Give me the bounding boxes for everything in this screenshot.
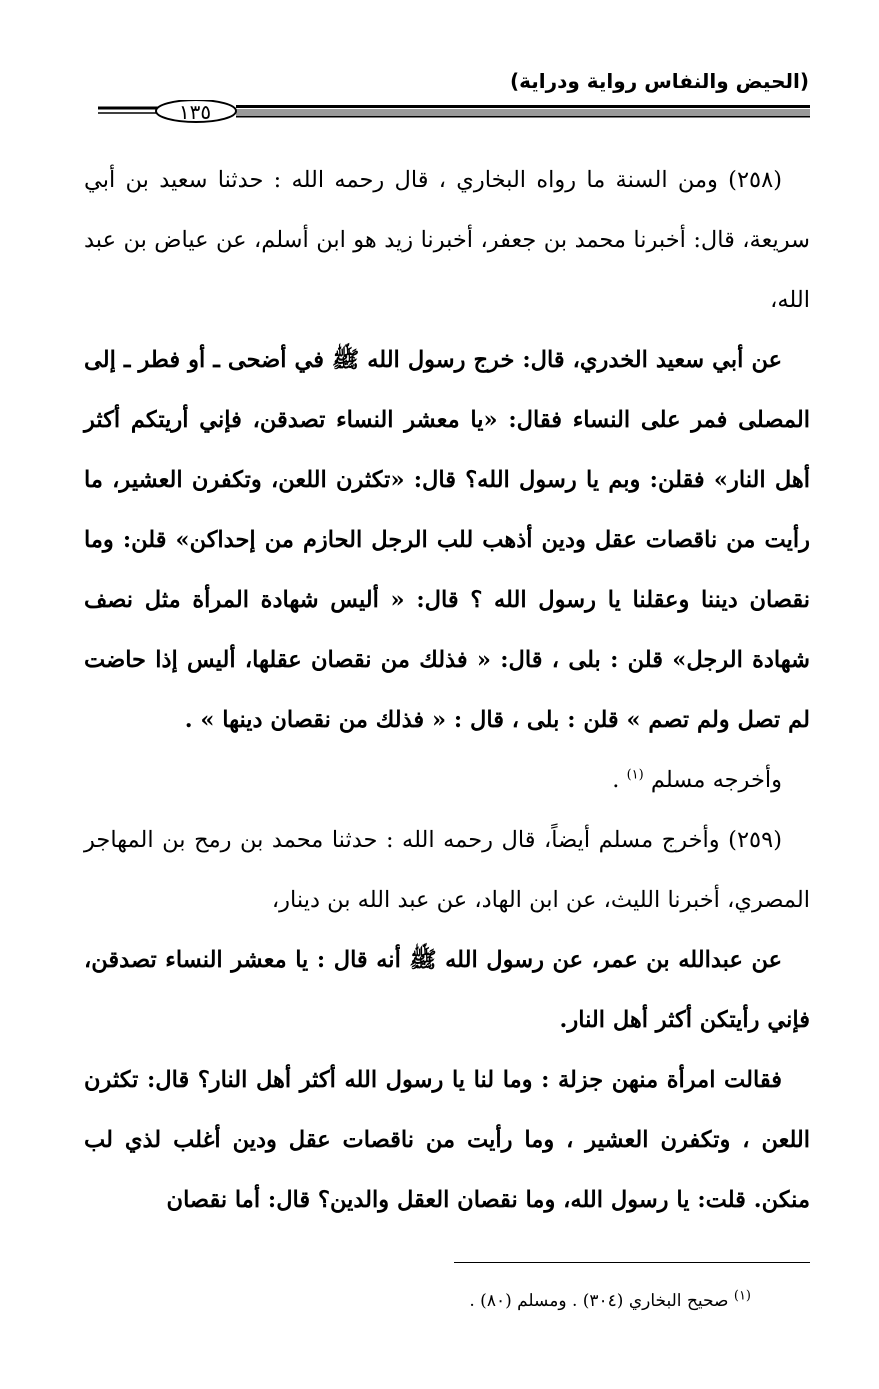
footnote-text: صحيح البخاري (٣٠٤) . ومسلم (٨٠) . [469, 1291, 734, 1311]
footnote-number: (١) [733, 1288, 751, 1304]
footnote-marker: (١) [626, 767, 644, 783]
paragraph-muslim-reference [84, 750, 810, 810]
footnote-rule [454, 1262, 810, 1263]
paragraph-hadith-259-continuation: فقالت امرأة منهن جزلة : وما لنا يا رسول الله أكثر أهل النار؟ قال: تكثرن اللعن ، وتكفرن العشير ، وما رأيت من ناقصات عقل ودين أغلب لذي لب منكن. قلت: يا رسول الله، وما نقصان العقل والدين؟ قال: أما نقصان [84, 1067, 810, 1213]
running-title: (الحيض والنفاس رواية ودراية) [509, 69, 809, 93]
paragraph-hadith-258-matn: عن أبي سعيد الخدري، قال: خرج رسول الله ﷺ في أضحى ـ أو فطر ـ إلى المصلى فمر على النساء فقال: «يا معشر النساء تصدقن، فإني أريتكم أكثر أهل النار» فقلن: وبم يا رسول الله؟ قال: «تكثرن اللعن، وتكفرن العشير، ما رأيت من ناقصات عقل ودين أذهب للب الرجل الحازم من إحداكن» قلن: وما نقصان ديننا وعقلنا يا رسول الله ؟ قال: « أليس شهادة المرأة مثل نصف شهادة الرجل» قلن : بلى ، قال: « فذلك من نقصان عقلها، أليس إذا حاضت لم تصل ولم تصم » قلن : بلى ، قال : « فذلك من نقصان دينها » . [84, 347, 810, 733]
main-text [84, 150, 810, 1230]
paragraph-hadith-259-isnad: (٢٥٩) وأخرج مسلم أيضاً، قال رحمه الله : حدثنا محمد بن رمح بن المهاجر المصري، أخبرنا الليث، عن ابن الهاد، عن عبد الله بن دينار، [84, 827, 810, 913]
muslim-reference-end: . [612, 767, 627, 793]
muslim-reference-text: وأخرجه مسلم [650, 767, 782, 793]
paragraph-hadith-259-matn: عن عبدالله بن عمر، عن رسول الله ﷺ أنه قال : يا معشر النساء تصدقن، فإني رأيتكن أكثر أهل النار. [84, 947, 810, 1033]
paragraph-hadith-258-isnad: (٢٥٨) ومن السنة ما رواه البخاري ، قال رحمه الله : حدثنا سعيد بن أبي سريعة، قال: أخبرنا محمد بن جعفر، أخبرنا زيد هو ابن أسلم، عن عياض بن عبد الله، [84, 167, 810, 313]
footnote [469, 1286, 751, 1316]
page-number: ١٣٥ [178, 100, 212, 124]
